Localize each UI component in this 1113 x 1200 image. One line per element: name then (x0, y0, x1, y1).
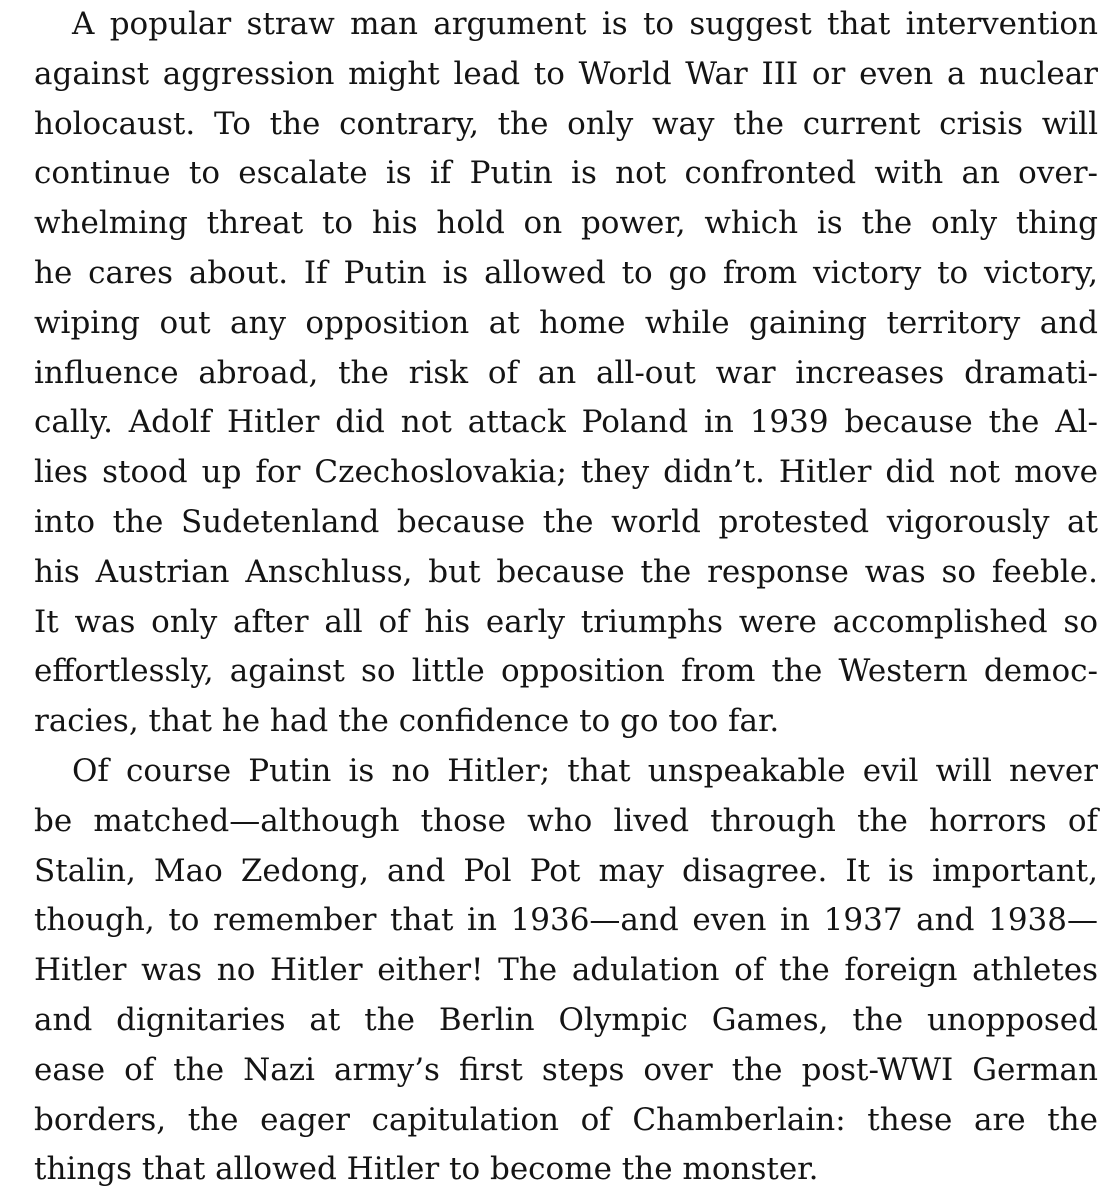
text-line: ease of the Nazi army’s first steps over the post-WWI German (34, 1051, 1098, 1088)
text-line: he cares about. If Putin is allowed to go from victory to victory, (34, 254, 1098, 291)
text-line: A popular straw man argument is to suggest that intervention (72, 6, 1098, 42)
text-line: be matched—although those who lived through the horrors of (34, 802, 1098, 839)
text-line: influence abroad, the risk of an all-out war increases dramati- (34, 354, 1098, 391)
text-line: against aggression might lead to World War III or even a nuclear (34, 55, 1098, 92)
text-line: Of course Putin is no Hitler; that unspeakable evil will never (72, 752, 1098, 789)
text-line: things that allowed Hitler to become the monster. (34, 1151, 819, 1188)
text-line: lies stood up for Czechoslovakia; they didn’t. Hitler did not move (34, 454, 1098, 491)
text-line: and dignitaries at the Berlin Olympic Games, the unopposed (34, 1001, 1098, 1038)
text-line: effortlessly, against so little opposition from the Western democ- (34, 653, 1098, 690)
paragraph-2 (34, 747, 1098, 1195)
text-line: Hitler was no Hitler either! The adulation of the foreign athletes (34, 952, 1098, 989)
text-line: borders, the eager capitulation of Chamberlain: these are the (34, 1101, 1098, 1138)
text-line: racies, that he had the confidence to go too far. (34, 703, 780, 740)
book-text (34, 0, 1098, 1195)
text-line: though, to remember that in 1936—and even in 1937 and 1938— (34, 902, 1098, 939)
text-line: his Austrian Anschluss, but because the response was so feeble. (34, 553, 1098, 590)
text-line: wiping out any opposition at home while gaining territory and (34, 304, 1098, 341)
text-line: holocaust. To the contrary, the only way the current crisis will (34, 105, 1098, 142)
paragraph-1 (34, 0, 1098, 747)
text-line: It was only after all of his early triumphs were accomplished so (34, 603, 1098, 640)
text-line: cally. Adolf Hitler did not attack Poland in 1939 because the Al- (34, 404, 1098, 441)
text-line: whelming threat to his hold on power, which is the only thing (34, 205, 1098, 242)
text-line: continue to escalate is if Putin is not confronted with an over- (34, 155, 1098, 192)
text-line: Stalin, Mao Zedong, and Pol Pot may disagree. It is important, (34, 852, 1098, 889)
text-line: into the Sudetenland because the world protested vigorously at (34, 503, 1098, 540)
